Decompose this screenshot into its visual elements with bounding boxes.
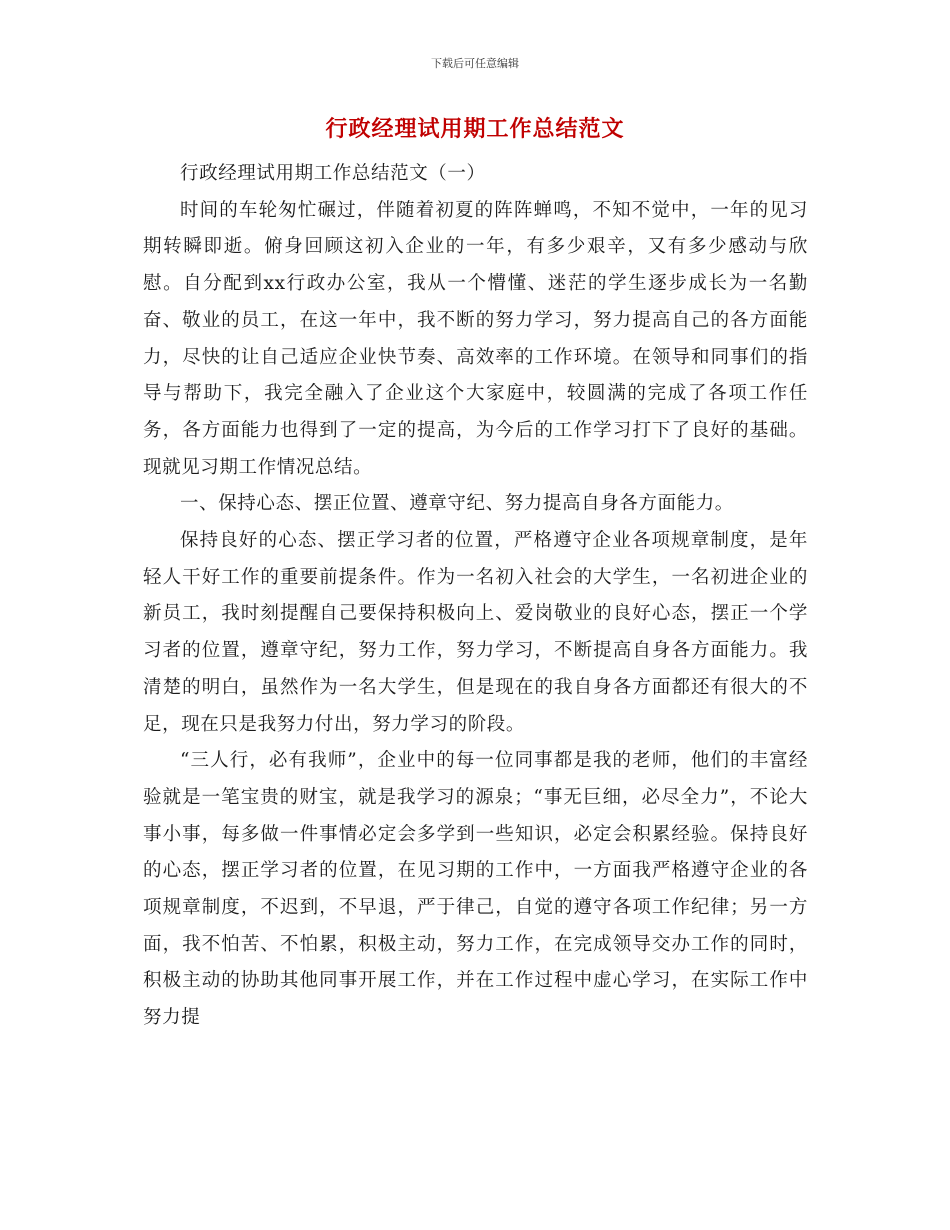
document-title: 行政经理试用期工作总结范文 — [325, 116, 625, 142]
document-body — [143, 156, 808, 1037]
body-paragraph: “三人行，必有我师”，企业中的每一位同事都是我的老师，他们的丰富经验就是一笔宝贵的财宝，就是我学习的源泉；“事无巨细，必尽全力”，不论大事小事，每多做一件事情必定会多学到一些知识，必定会积累经验。保持良好的心态，摆正学习者的位置，在见习期的工作中，一方面我严格遵守企业的各项规章制度，不迟到，不早退，严于律己，自觉的遵守各项工作纪律；另一方面，我不怕苦、不怕累，积极主动，努力工作，在完成领导交办工作的同时，积极主动的协助其他同事开展工作，并在工作过程中虚心学习，在实际工作中努力提 — [143, 750, 808, 1029]
body-paragraph: 保持良好的心态、摆正学习者的位置，严格遵守企业各项规章制度，是年轻人干好工作的重要前提条件。作为一名初入社会的大学生，一名初进企业的新员工，我时刻提醒自己要保持积极向上、爱岗敬业的良好心态，摆正一个学习者的位置，遵章守纪，努力工作，努力学习，不断提高自身各方面能力。我清楚的明白，虽然作为一名大学生，但是现在的我自身各方面都还有很大的不足，现在只是我努力付出，努力学习的阶段。 — [143, 530, 808, 735]
section-heading: 一、保持心态、摆正位置、遵章守纪、努力提高自身各方面能力。 — [180, 493, 734, 515]
body-paragraph: 时间的车轮匆忙碾过，伴随着初夏的阵阵蝉鸣，不知不觉中，一年的见习期转瞬即逝。俯身回顾这初入企业的一年，有多少艰辛，又有多少感动与欣慰。自分配到xx行政办公室，我从一个懵懂、迷茫的学生逐步成长为一名勤奋、敬业的员工，在这一年中，我不断的努力学习，努力提高自己的各方面能力，尽快的让自己适应企业快节奏、高效率的工作环境。在领导和同事们的指导与帮助下，我完全融入了企业这个大家庭中，较圆满的完成了各项工作任务，各方面能力也得到了一定的提高，为今后的工作学习打下了良好的基础。现就见习期工作情况总结。 — [143, 199, 808, 478]
header-note: 下载后可任意编辑 — [431, 57, 519, 70]
section-heading: 行政经理试用期工作总结范文（一） — [180, 163, 486, 184]
